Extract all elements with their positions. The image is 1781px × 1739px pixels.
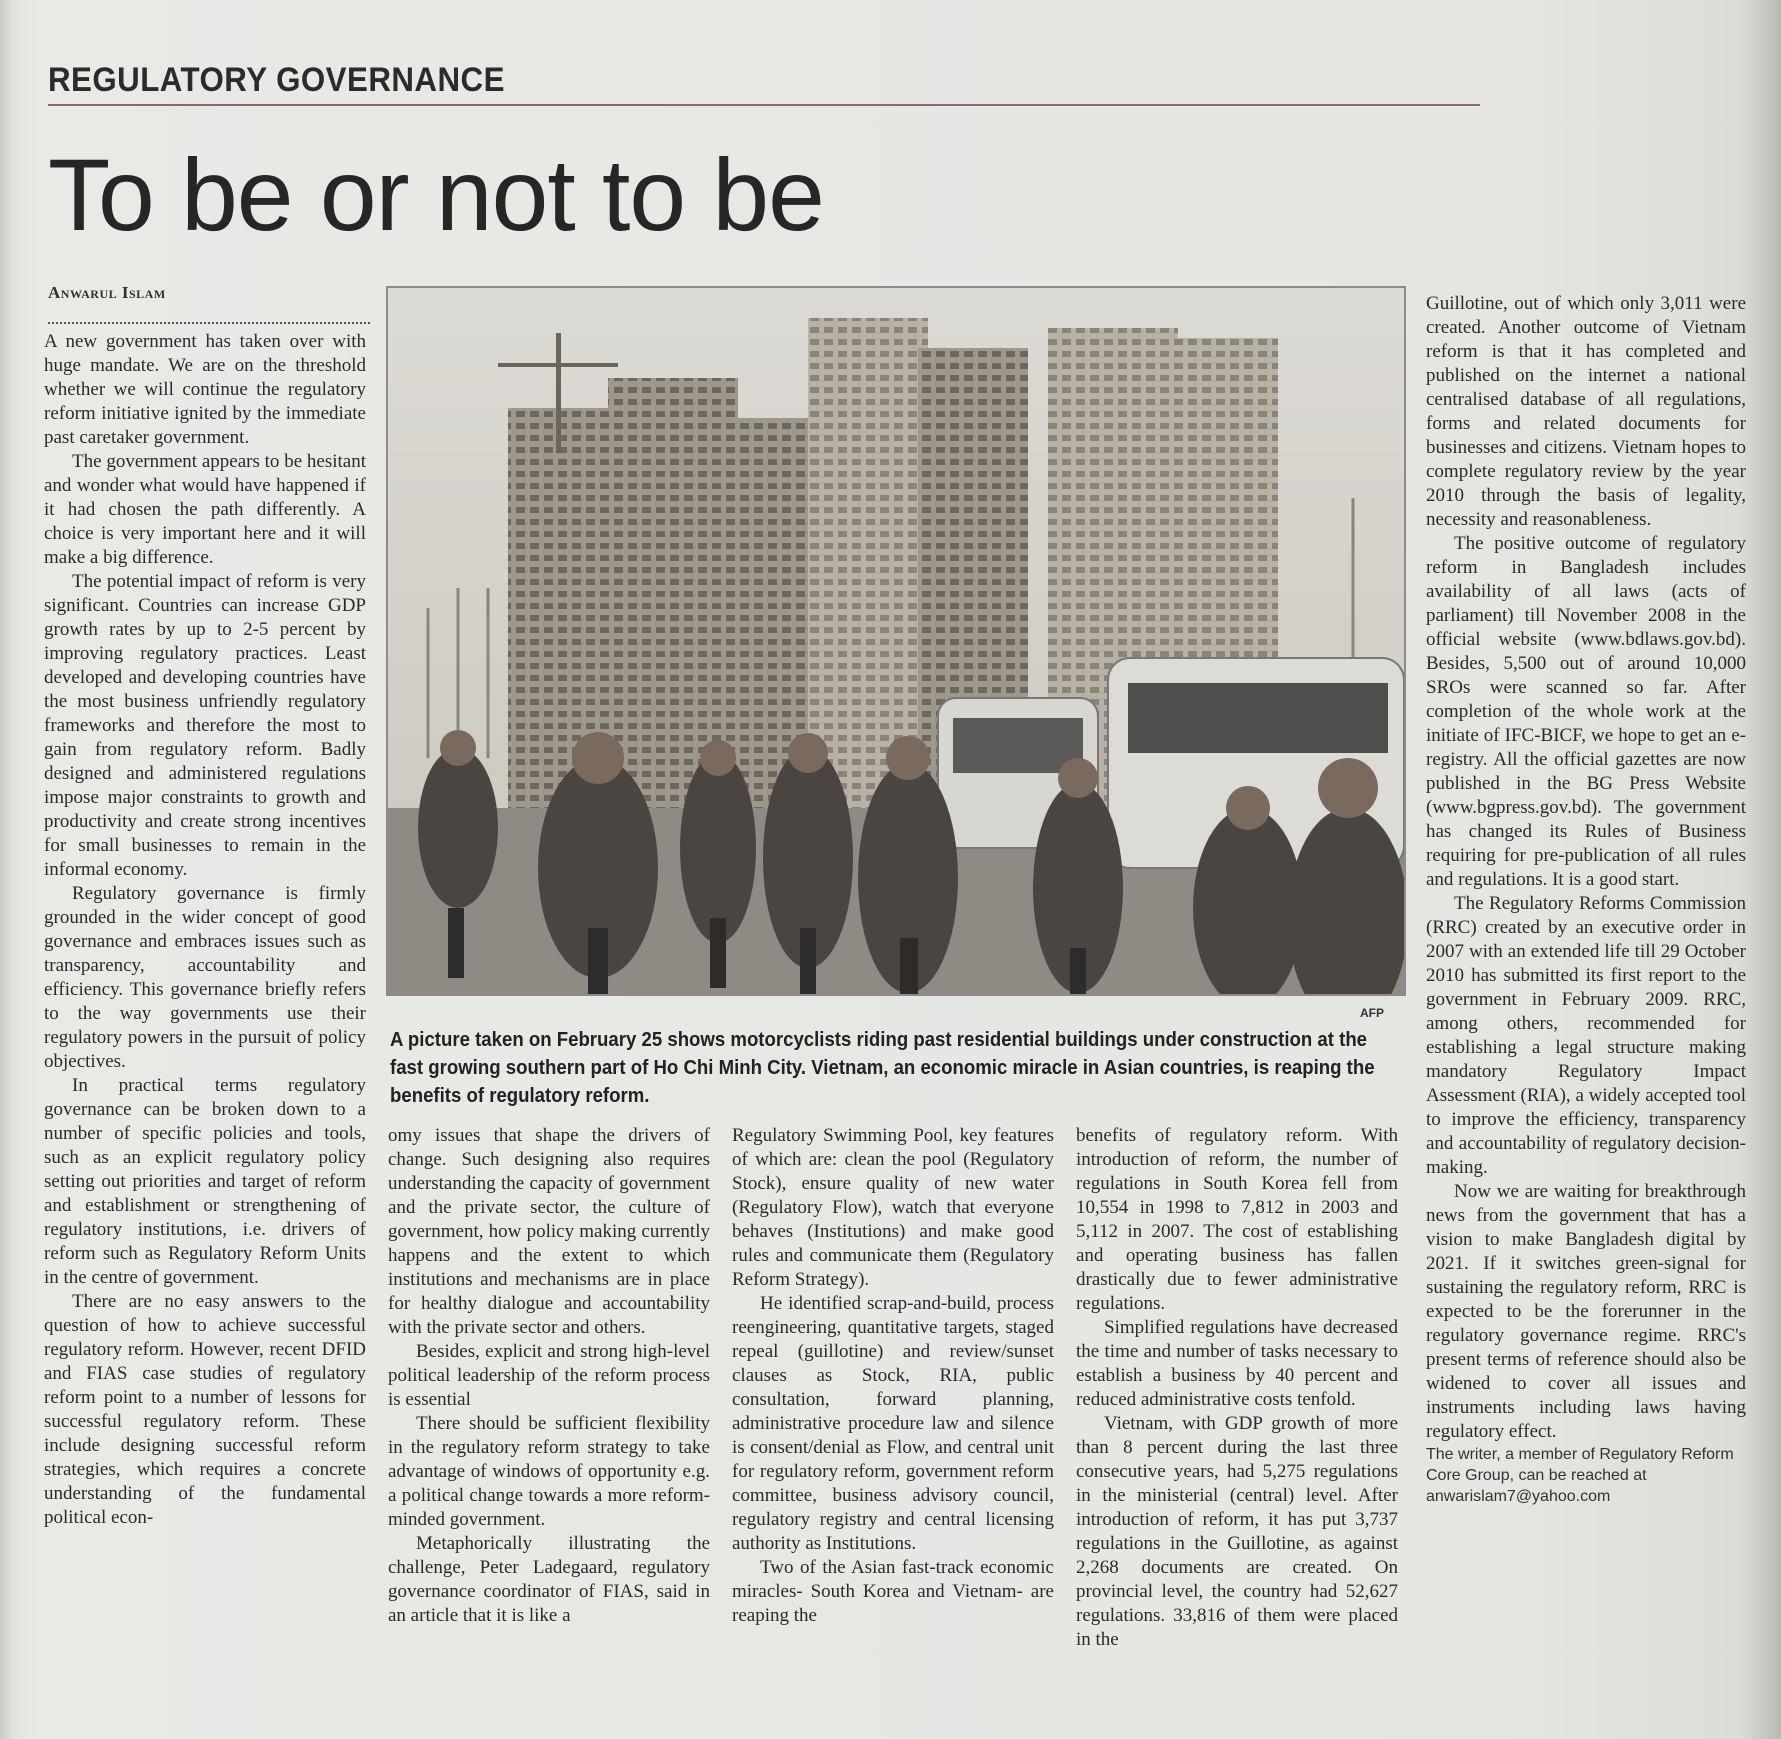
article-column-4 xyxy=(1076,1124,1398,1652)
paragraph: A new government has taken over with huge mandate. We are on the threshold whether we will continue the regulatory reform initiative ignited by the immediate past caretaker government. xyxy=(44,331,366,448)
article-column-1 xyxy=(44,330,366,1530)
photo-caption: A picture taken on February 25 shows motorcyclists riding past residential buildings under construction at the fast growing southern part of Ho Chi Minh City. Vietnam, an economic miracle in Asian countries, is reaping the benefits of regulatory reform. xyxy=(390,1029,1375,1107)
paragraph: Guillotine, out of which only 3,011 were created. Another outcome of Vietnam reform is that it has completed and published on the internet a national centralised database of all regulations, forms and related documents for businesses and citizens. Vietnam hopes to complete regulatory review by the year 2010 through the basis of legality, necessity and reasonableness. xyxy=(1426,293,1746,530)
paragraph: The government appears to be hesitant and wonder what would have happened if it had chosen the path differently. A choice is very important here and it will make a big difference. xyxy=(44,451,366,568)
paragraph: There are no easy answers to the question of how to achieve successful regulatory reform. However, recent DFID and FIAS case studies of regulatory reform point to a number of lessons for successful regulatory reform. These include designing successful reform strategies, which requires a concrete understanding of the fundamental political econ- xyxy=(44,1291,366,1528)
section-label: REGULATORY GOVERNANCE xyxy=(48,61,505,99)
paragraph: Simplified regulations have decreased the time and number of tasks necessary to establish a business by 40 percent and reduced administrative costs tenfold. xyxy=(1076,1317,1398,1410)
byline-divider xyxy=(48,322,370,324)
photo-illustration xyxy=(388,288,1404,994)
writer-note: The writer, a member of Regulatory Reform Core Group, can be reached at anwarislam7@yahoo.com xyxy=(1426,1446,1734,1505)
paragraph: Two of the Asian fast-track economic miracles- South Korea and Vietnam- are reaping the xyxy=(732,1557,1054,1626)
article-column-5 xyxy=(1426,292,1746,1507)
photo-credit: AFP xyxy=(1360,1006,1384,1020)
paragraph: The Regulatory Reforms Commission (RRC) created by an executive order in 2007 with an extended life till 29 October 2010 has submitted its first report to the government in February 2009. RRC, among others, recommended for establishing a legal structure making mandatory Regulatory Impact Assessment (RIA), a widely accepted tool to improve the efficiency, transparency and accountability of regulatory decision-making. xyxy=(1426,893,1746,1178)
article-column-3 xyxy=(732,1124,1054,1628)
headline: To be or not to be xyxy=(48,138,824,252)
paragraph: He identified scrap-and-build, process reengineering, quantitative targets, staged repeal (guillotine) and review/sunset clauses as Stock, RIA, public consultation, forward planning, administrative procedure law and silence is consent/denial as Flow, and central unit for regulatory reform, government reform committee, business advisory council, regulatory registry and central licensing authority as Institutions. xyxy=(732,1293,1054,1554)
news-photo xyxy=(386,286,1406,996)
byline: Anwarul Islam xyxy=(48,283,166,302)
paragraph: Regulatory Swimming Pool, key features of which are: clean the pool (Regulatory Stock), ensure quality of new water (Regulatory Flow), watch that everyone behaves (Institutions) and make good rules and communicate them (Regulatory Reform Strategy). xyxy=(732,1125,1054,1290)
paragraph: Regulatory governance is firmly grounded in the wider concept of good governance and embraces issues such as transparency, accountability and efficiency. This governance briefly refers to the way governments use their regulatory powers in the pursuit of policy objectives. xyxy=(44,883,366,1072)
paragraph: omy issues that shape the drivers of change. Such designing also requires understanding the capacity of government and the private sector, the culture of government, how policy making currently happens and the extent to which institutions and mechanisms are in place for healthy dialogue and accountability with the private sector and others. xyxy=(388,1125,710,1338)
paragraph: Vietnam, with GDP growth of more than 8 percent during the last three consecutive years, had 5,275 regulations in the ministerial (central) level. After introduction of reform, it has put 3,737 regulations in the Guillotine, as against 2,268 documents are created. On provincial level, the country had 52,627 regulations. 33,816 of them were placed in the xyxy=(1076,1413,1398,1650)
article-column-2 xyxy=(388,1124,710,1628)
paragraph: Now we are waiting for breakthrough news from the government that has a vision to make Bangladesh digital by 2021. If it switches green-signal for sustaining the regulatory reform, RRC is expected to be the forerunner in the regulatory governance regime. RRC's present terms of reference should also be widened to cover all issues and instruments including laws having regulatory effect. xyxy=(1426,1181,1746,1442)
paragraph: There should be sufficient flexibility in the regulatory reform strategy to take advantage of windows of opportunity e.g. a political change towards a more reform-minded government. xyxy=(388,1413,710,1530)
paragraph: Besides, explicit and strong high-level political leadership of the reform process is essential xyxy=(388,1341,710,1410)
section-rule xyxy=(48,104,1480,106)
paragraph: The potential impact of reform is very significant. Countries can increase GDP growth rates by up to 2-5 percent by improving regulatory practices. Least developed and developing countries have the most business unfriendly regulatory frameworks and therefore the most to gain from regulatory reform. Badly designed and administered regulations impose major constraints to growth and productivity and create strong incentives for small businesses to remain in the informal economy. xyxy=(44,571,366,880)
paragraph: The positive outcome of regulatory reform in Bangladesh includes availability of all laws (acts of parliament) till November 2008 in the official website (www.bdlaws.gov.bd). Besides, 5,500 out of around 10,000 SROs were scanned so far. After completion of the whole work at the initiate of IFC-BICF, we hope to get an e-registry. All the official gazettes are now published in the BG Press Website (www.bgpress.gov.bd). The government has changed its Rules of Business requiring for pre-publication of all rules and regulations. It is a good start. xyxy=(1426,533,1746,890)
paragraph: In practical terms regulatory governance can be broken down to a number of specific policies and tools, such as an explicit regulatory policy setting out priorities and target of reform and establishment or strengthening of regulatory institutions, i.e. drivers of reform such as Regulatory Reform Units in the centre of government. xyxy=(44,1075,366,1288)
paragraph: Metaphorically illustrating the challenge, Peter Ladegaard, regulatory governance coordinator of FIAS, said in an article that it is like a xyxy=(388,1533,710,1626)
paragraph: benefits of regulatory reform. With introduction of reform, the number of regulations in South Korea fell from 10,554 in 1998 to 7,812 in 2003 and 5,112 in 2007. The cost of establishing and operating business has fallen drastically due to fewer administrative regulations. xyxy=(1076,1125,1398,1314)
